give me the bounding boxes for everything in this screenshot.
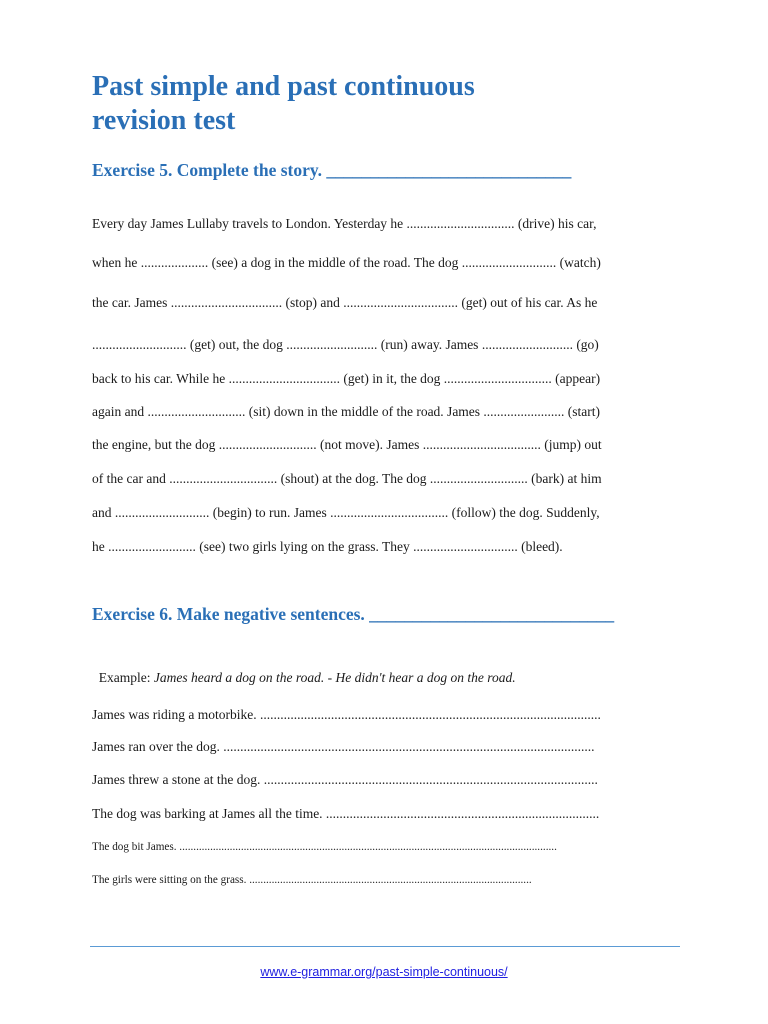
exercise-5-line: he .......................... (see) two girls lying on the grass. They ............................... (bleed).: [92, 539, 563, 554]
exercise-6-sentence: The dog bit James. .......................................................................................................................................: [92, 841, 557, 853]
title-line-1: Past simple and past continuous: [92, 71, 475, 102]
exercise-6-sentence: The dog was barking at James all the time. .................................................................................: [92, 806, 600, 821]
exercise-5-line: the car. James ................................. (stop) and .................................. (get) out of his car. As he: [92, 295, 598, 310]
exercise-5-line: of the car and ................................ (shout) at the dog. The dog ............................. (bark) at him: [92, 471, 602, 486]
exercise-5-heading: Exercise 5. Complete the story. ____________________________: [92, 160, 572, 180]
title-line-2: revision test: [92, 105, 236, 136]
exercise-6-sentence: James threw a stone at the dog. ...................................................................................................: [92, 772, 598, 787]
exercise-6-heading: Exercise 6. Make negative sentences. ____________________________: [92, 604, 615, 624]
exercise-6-example: [92, 654, 516, 686]
exercise-5-line: Every day James Lullaby travels to London. Yesterday he ................................ (drive) his car,: [92, 216, 597, 231]
exercise-5-line: ............................ (get) out, the dog ........................... (run) away. James ........................... (go): [92, 337, 599, 352]
footer-link[interactable]: www.e-grammar.org/past-simple-continuous/: [260, 965, 508, 979]
exercise-5-line: and ............................ (begin) to run. James ................................... (follow) the dog. Suddenly,: [92, 505, 600, 520]
example-label: Example:: [98, 670, 154, 685]
exercise-5-line: the engine, but the dog ............................. (not move). James ................................... (jump) out: [92, 437, 602, 452]
footer-divider: [90, 946, 680, 947]
exercise-6-sentence: James was riding a motorbike. .....................................................................................................: [92, 707, 601, 722]
exercise-6-sentence: The girls were sitting on the grass. .....................................................................................................: [92, 874, 532, 886]
exercise-6-sentence: James ran over the dog. ..............................................................................................................: [92, 739, 595, 754]
exercise-5-line: back to his car. While he ................................. (get) in it, the dog ................................ (appear): [92, 371, 601, 386]
exercise-5-line: when he .................... (see) a dog in the middle of the road. The dog ............................ (watch): [92, 255, 601, 270]
exercise-5-line: again and ............................. (sit) down in the middle of the road. James ........................ (start): [92, 404, 601, 419]
page-title: [92, 70, 692, 138]
example-text: James heard a dog on the road. - He didn't hear a dog on the road.: [153, 670, 516, 685]
